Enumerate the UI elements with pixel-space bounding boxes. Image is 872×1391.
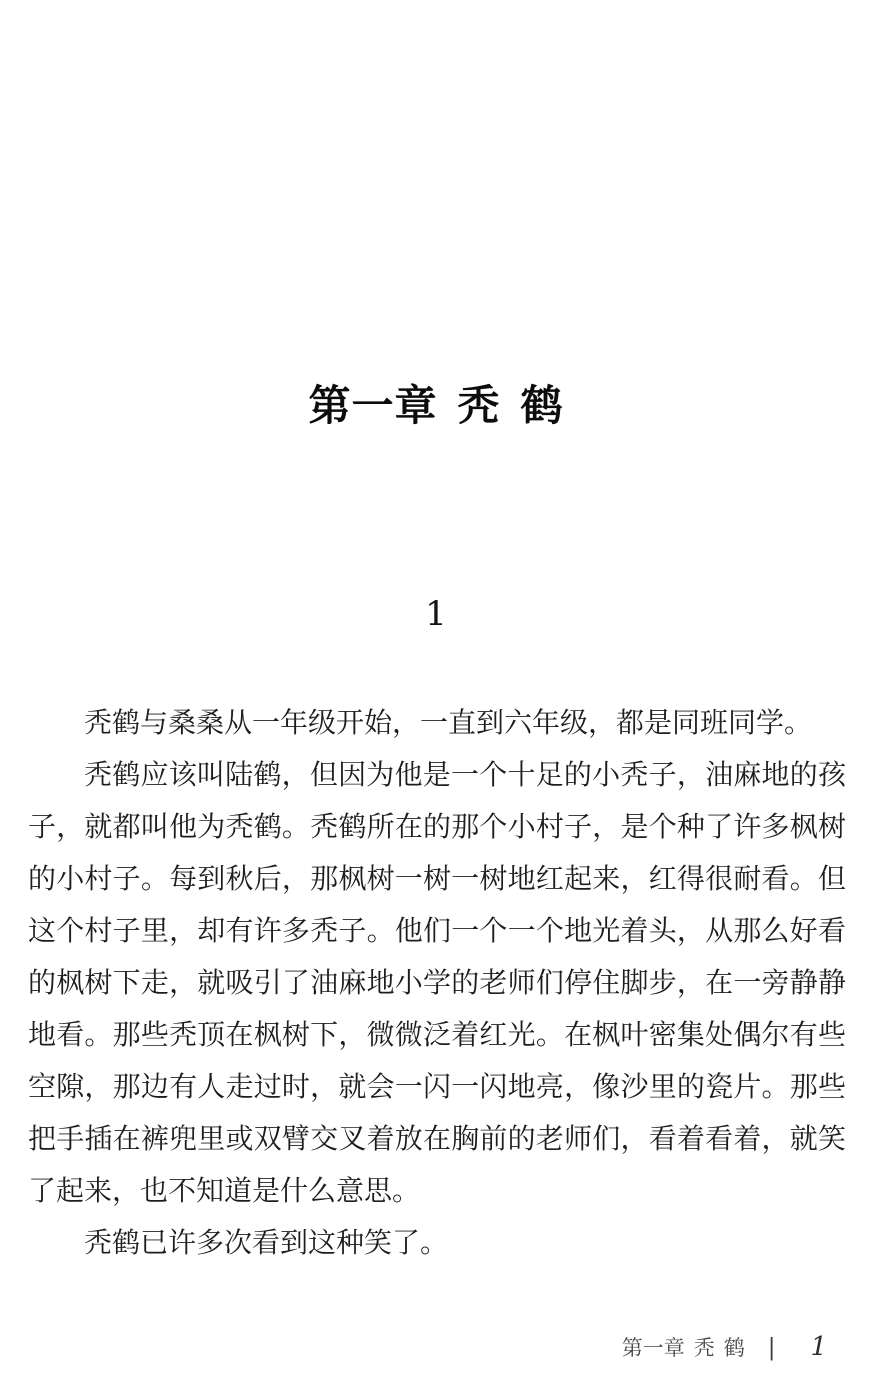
footer-separator: |: [767, 1335, 776, 1361]
body-text: [28, 697, 846, 1269]
footer-chapter-number: 第一章: [621, 1336, 685, 1360]
chapter-title: [0, 382, 872, 430]
footer-chapter-char-2: 鹤: [723, 1336, 745, 1360]
section-number: 1: [425, 594, 447, 634]
footer-page-number: 1: [810, 1332, 827, 1362]
paragraph-3: 秃鹤已许多次看到这种笑了。: [84, 1226, 449, 1259]
footer-chapter-char-1: 秃: [693, 1336, 715, 1360]
paragraph-1: 秃鹤与桑桑从一年级开始，一直到六年级，都是同班同学。: [84, 706, 813, 739]
chapter-title-number: 第一章: [308, 381, 438, 430]
paragraph-2: 秃鹤应该叫陆鹤，但因为他是一个十足的小秃子，油麻地的孩子，就都叫他为秃鹤。秃鹤所在的那个小村子，是个种了许多枫树的小村子。每到秋后，那枫树一树一树地红起来，红得很耐看。但这个村子里，却有许多秃子。他们一个一个地光着头，从那么好看的枫树下走，就吸引了油麻地小学的老师们停住脚步，在一旁静静地看。那些秃顶在枫树下，微微泛着红光。在枫叶密集处偶尔有些空隙，那边有人走过时，就会一闪一闪地亮，像沙里的瓷片。那些把手插在裤兜里或双臂交叉着放在胸前的老师们，看着看着，就笑了起来，也不知道是什么意思。: [28, 758, 846, 1207]
chapter-title-char-1: 秃: [457, 381, 501, 430]
chapter-title-char-2: 鹤: [520, 381, 564, 430]
page-footer: [0, 1332, 827, 1363]
